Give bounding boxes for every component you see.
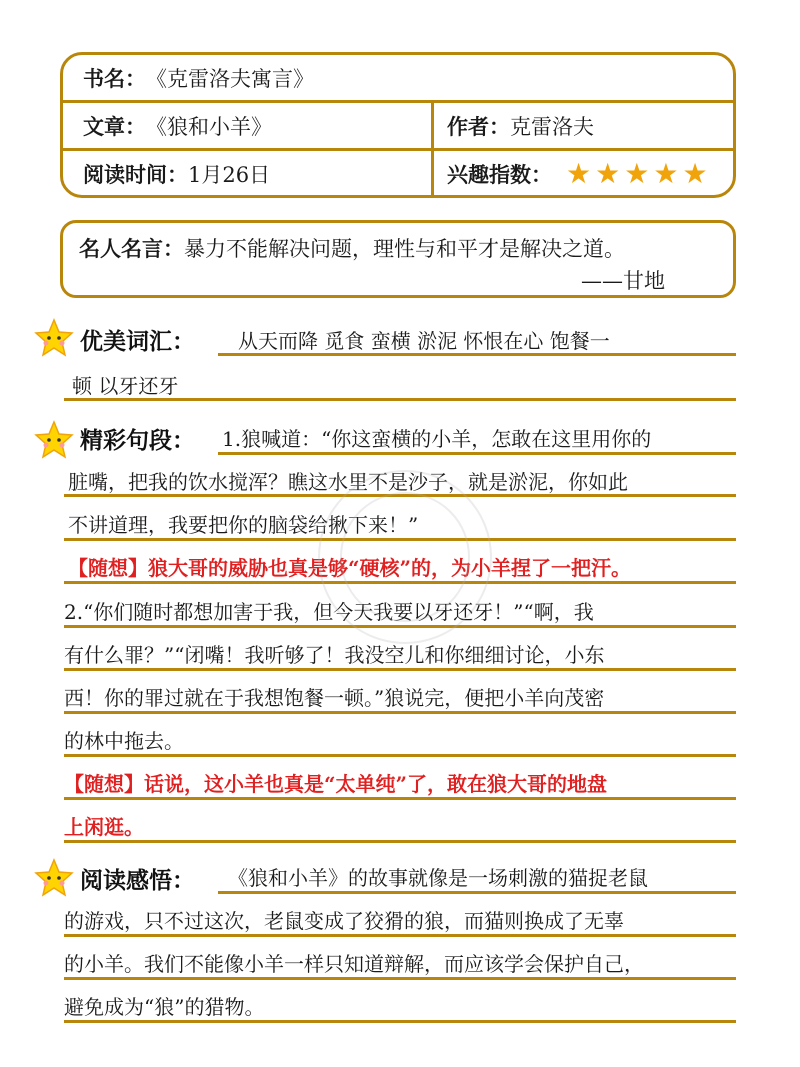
reflection-line: 避免成为“狼”的猎物。 bbox=[64, 995, 265, 1019]
vocab-line: 顿 以牙还牙 bbox=[72, 374, 179, 398]
interest-row bbox=[447, 151, 708, 197]
famous-quote-box bbox=[60, 220, 736, 298]
interest-rating bbox=[566, 157, 708, 190]
reading-time-row bbox=[83, 151, 270, 197]
thought-line: 【随想】狼大哥的威胁也真是够“硬核”的，为小羊捏了一把汗。 bbox=[68, 556, 632, 580]
underline bbox=[218, 452, 736, 455]
rating-star-icon: ★ bbox=[653, 157, 679, 190]
author-row bbox=[447, 103, 594, 149]
rating-star-icon: ★ bbox=[682, 157, 708, 190]
article-row bbox=[83, 103, 272, 149]
reflection-line: 的游戏，只不过这次，老鼠变成了狡猾的狼，而猫则换成了无辜 bbox=[64, 909, 624, 933]
quote-author: ——甘地 bbox=[581, 269, 665, 293]
underline bbox=[64, 668, 736, 671]
quote-line bbox=[79, 233, 625, 263]
quote-label: 名人名言： bbox=[79, 237, 184, 261]
star-face-icon bbox=[34, 420, 74, 460]
watermark-seal bbox=[318, 470, 492, 644]
divider bbox=[431, 103, 434, 195]
book-value: 《克雷洛夫寓言》 bbox=[146, 67, 314, 91]
author-label: 作者： bbox=[447, 115, 510, 139]
reading-time-label: 阅读时间： bbox=[83, 163, 188, 187]
author-value: 克雷洛夫 bbox=[510, 115, 594, 139]
thought-line: 【随想】话说，这小羊也真是“太单纯”了，敢在狼大哥的地盘 bbox=[64, 772, 608, 796]
underline bbox=[64, 754, 736, 757]
underline bbox=[64, 797, 736, 800]
article-value: 《狼和小羊》 bbox=[146, 115, 272, 139]
sentence-line: 脏嘴，把我的饮水搅浑？瞧这水里不是沙子，就是淤泥，你如此 bbox=[68, 470, 628, 494]
interest-label: 兴趣指数： bbox=[447, 163, 552, 187]
sentence-line: 不讲道理，我要把你的脑袋给揪下来！” bbox=[68, 513, 419, 537]
underline bbox=[64, 934, 736, 937]
underline bbox=[218, 891, 736, 894]
quote-text: 暴力不能解决问题，理性与和平才是解决之道。 bbox=[184, 237, 625, 261]
reflection-line: 《狼和小羊》的故事就像是一场刺激的猫捉老鼠 bbox=[228, 866, 648, 890]
reading-time-value: 1月26日 bbox=[188, 163, 271, 187]
sentence-line: 1.狼喊道：“你这蛮横的小羊，怎敢在这里用你的 bbox=[222, 427, 652, 451]
sentence-line: 有什么罪？”“闭嘴！我听够了！我没空儿和你细细讨论，小东 bbox=[64, 643, 605, 667]
star-face-icon bbox=[34, 858, 74, 898]
thought-line: 上闲逛。 bbox=[64, 815, 144, 839]
sentence-line: 的林中拖去。 bbox=[64, 729, 184, 753]
vocab-heading: 优美词汇： bbox=[80, 329, 195, 355]
sentence-line: 西！你的罪过就在于我想饱餐一顿。”狼说完，便把小羊向茂密 bbox=[64, 686, 605, 710]
book-info-table bbox=[60, 52, 736, 198]
book-label: 书名： bbox=[83, 67, 146, 91]
underline bbox=[64, 977, 736, 980]
sentence-line: 2.“你们随时都想加害于我，但今天我要以牙还牙！”“啊，我 bbox=[64, 600, 594, 624]
article-label: 文章： bbox=[83, 115, 146, 139]
star-face-icon bbox=[34, 318, 74, 358]
sentences-heading: 精彩句段： bbox=[80, 428, 195, 454]
rating-star-icon: ★ bbox=[566, 157, 592, 190]
underline bbox=[64, 711, 736, 714]
underline bbox=[64, 1020, 736, 1023]
book-title-row bbox=[83, 55, 314, 101]
underline bbox=[64, 398, 736, 401]
underline bbox=[64, 840, 736, 843]
underline bbox=[218, 353, 736, 356]
reflection-heading: 阅读感悟： bbox=[80, 868, 195, 894]
rating-star-icon: ★ bbox=[624, 157, 650, 190]
reflection-line: 的小羊。我们不能像小羊一样只知道辩解，而应该学会保护自己， bbox=[64, 952, 644, 976]
vocab-line: 从天而降 觅食 蛮横 淤泥 怀恨在心 饱餐一 bbox=[238, 329, 610, 353]
rating-star-icon: ★ bbox=[595, 157, 621, 190]
